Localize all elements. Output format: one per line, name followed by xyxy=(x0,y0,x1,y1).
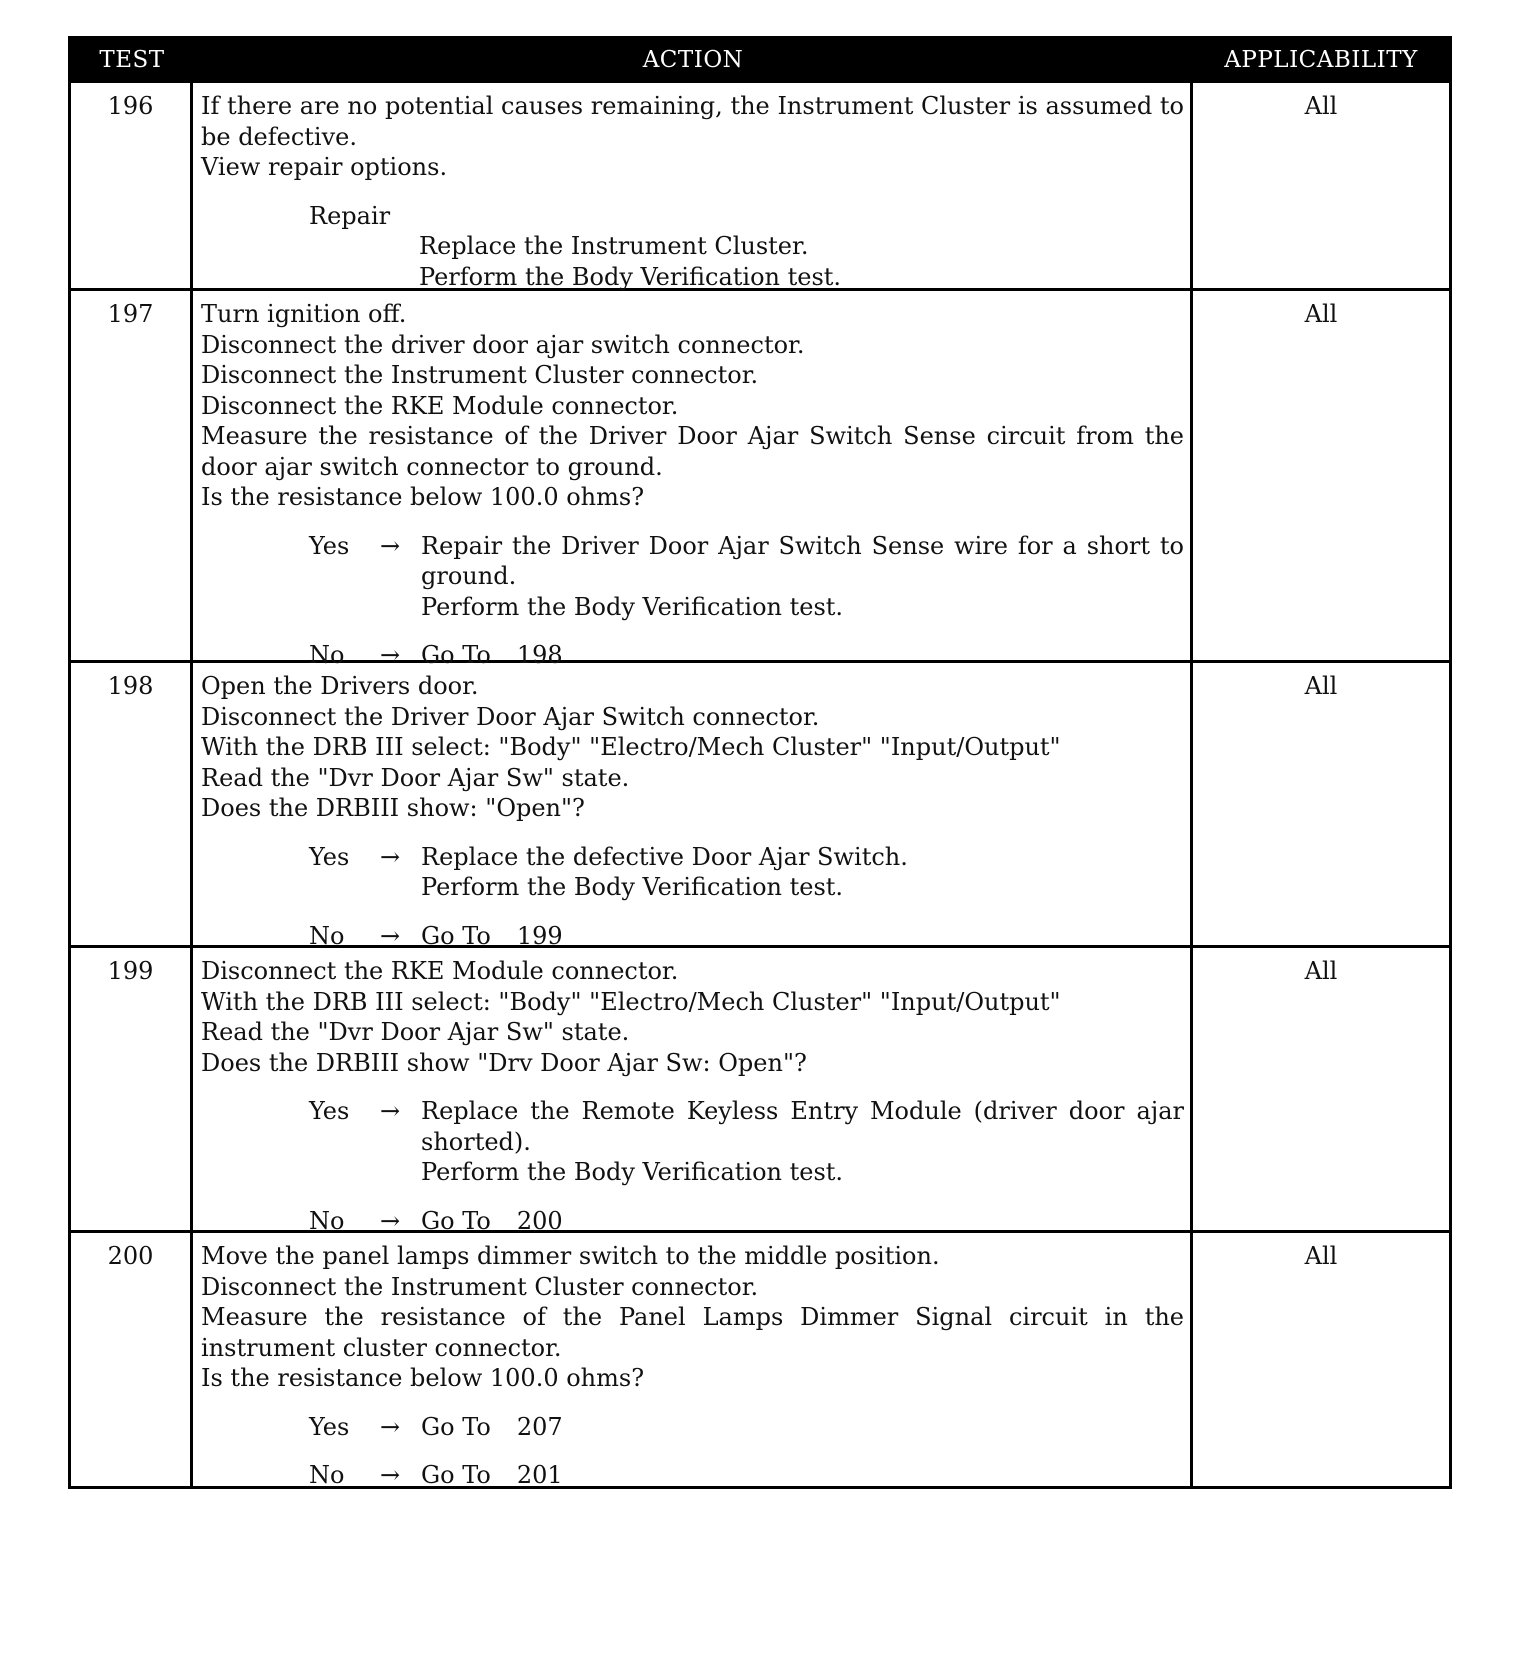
action-line: With the DRB III select: "Body" "Electro/Mech Cluster" "Input/Output" xyxy=(201,987,1061,1016)
action-line: Disconnect the RKE Module connector. xyxy=(201,391,679,420)
yes-option xyxy=(201,1096,1184,1188)
action-line: With the DRB III select: "Body" "Electro/Mech Cluster" "Input/Output" xyxy=(201,733,1061,761)
repair-step: Replace the Instrument Cluster. xyxy=(419,232,809,260)
test-number: 197 xyxy=(71,291,193,660)
no-label: No xyxy=(309,921,345,950)
goto-target: 198 xyxy=(516,641,563,669)
applicability: All xyxy=(1304,1242,1338,1270)
action-line: Disconnect the Driver Door Ajar Switch connector. xyxy=(201,702,820,731)
test-number: 196 xyxy=(71,83,193,288)
action-cell xyxy=(193,291,1193,669)
applicability: All xyxy=(1304,92,1338,120)
no-label: No xyxy=(309,1206,345,1235)
goto-label: Go To xyxy=(421,921,491,950)
action-line: View repair options. xyxy=(201,153,448,181)
arrow-icon: → xyxy=(379,531,401,560)
action-cell xyxy=(193,83,1193,291)
yes-option xyxy=(201,842,1184,903)
table-row xyxy=(71,288,1449,669)
repair-label: Repair xyxy=(309,201,391,230)
test-number: 200 xyxy=(71,1233,193,1486)
action-cell xyxy=(193,663,1193,950)
yes-label: Yes xyxy=(309,1412,350,1441)
action-line: Read the "Dvr Door Ajar Sw" state. xyxy=(201,1018,630,1046)
table-header xyxy=(71,39,1449,80)
action-line: Is the resistance below 100.0 ohms? xyxy=(201,1364,645,1392)
table-row xyxy=(71,1230,1449,1489)
action-line: Disconnect the RKE Module connector. xyxy=(201,957,679,985)
no-option xyxy=(201,1206,1184,1237)
arrow-icon: → xyxy=(379,1461,401,1489)
no-label: No xyxy=(309,641,345,669)
goto-target: 199 xyxy=(516,921,563,950)
action-cell xyxy=(193,1233,1193,1489)
no-option xyxy=(201,921,1184,952)
goto-label: Go To xyxy=(421,641,491,669)
yes-option xyxy=(201,1412,1184,1443)
action-line: Open the Drivers door. xyxy=(201,672,479,700)
test-number: 198 xyxy=(71,663,193,945)
header-test: TEST xyxy=(99,46,165,73)
yes-step: Repair the Driver Door Ajar Switch Sense wire for a short to ground. xyxy=(421,531,1184,590)
repair-step: Perform the Body Verification test. xyxy=(419,262,842,291)
header-action: ACTION xyxy=(642,46,744,73)
action-cell xyxy=(193,948,1193,1235)
no-option xyxy=(201,1460,1184,1491)
yes-step: Replace the defective Door Ajar Switch. xyxy=(421,842,908,871)
action-line: Read the "Dvr Door Ajar Sw" state. xyxy=(201,763,630,792)
no-label: No xyxy=(309,1461,345,1489)
goto-label: Go To xyxy=(421,1206,491,1235)
diagnostic-table xyxy=(68,36,1452,1489)
test-number: 199 xyxy=(71,948,193,1230)
applicability: All xyxy=(1304,957,1338,985)
yes-step: Perform the Body Verification test. xyxy=(421,1158,844,1186)
table-row xyxy=(71,80,1449,291)
yes-label: Yes xyxy=(309,531,350,560)
action-line: Move the panel lamps dimmer switch to the middle position. xyxy=(201,1242,940,1270)
arrow-icon: → xyxy=(379,842,401,871)
action-line: Measure the resistance of the Panel Lamps Dimmer Signal circuit in the instrument cluster connector. xyxy=(201,1303,1184,1362)
action-line: Disconnect the driver door ajar switch connector. xyxy=(201,330,805,359)
arrow-icon: → xyxy=(379,641,401,669)
applicability: All xyxy=(1304,672,1338,700)
yes-label: Yes xyxy=(309,842,350,871)
action-line: Is the resistance below 100.0 ohms? xyxy=(201,483,645,511)
action-line: Measure the resistance of the Driver Door Ajar Switch Sense circuit from the door ajar switch connector to ground. xyxy=(201,422,1184,481)
arrow-icon: → xyxy=(379,1097,401,1125)
arrow-icon: → xyxy=(379,921,401,950)
action-line: Does the DRBIII show: "Open"? xyxy=(201,794,585,822)
arrow-icon: → xyxy=(379,1206,401,1235)
yes-option xyxy=(201,531,1184,623)
yes-step: Replace the Remote Keyless Entry Module (driver door ajar shorted). xyxy=(421,1097,1184,1156)
action-line: Disconnect the Instrument Cluster connector. xyxy=(201,1272,759,1301)
goto-label: Go To xyxy=(421,1412,491,1441)
action-line: Disconnect the Instrument Cluster connector. xyxy=(201,361,759,389)
action-line: Does the DRBIII show "Drv Door Ajar Sw: Open"? xyxy=(201,1048,807,1077)
goto-target: 201 xyxy=(516,1461,563,1489)
applicability: All xyxy=(1304,300,1338,328)
yes-step: Perform the Body Verification test. xyxy=(421,592,844,621)
goto-target: 207 xyxy=(516,1412,563,1441)
arrow-icon: → xyxy=(379,1412,401,1441)
table-row xyxy=(71,945,1449,1235)
header-applicability: APPLICABILITY xyxy=(1224,46,1418,73)
table-row xyxy=(71,660,1449,950)
yes-label: Yes xyxy=(309,1097,350,1125)
action-line: If there are no potential causes remaining, the Instrument Cluster is assumed to be defective. xyxy=(201,92,1184,151)
goto-label: Go To xyxy=(421,1461,491,1489)
action-line: Turn ignition off. xyxy=(201,300,407,328)
goto-target: 200 xyxy=(516,1206,563,1235)
yes-step: Perform the Body Verification test. xyxy=(421,873,844,901)
